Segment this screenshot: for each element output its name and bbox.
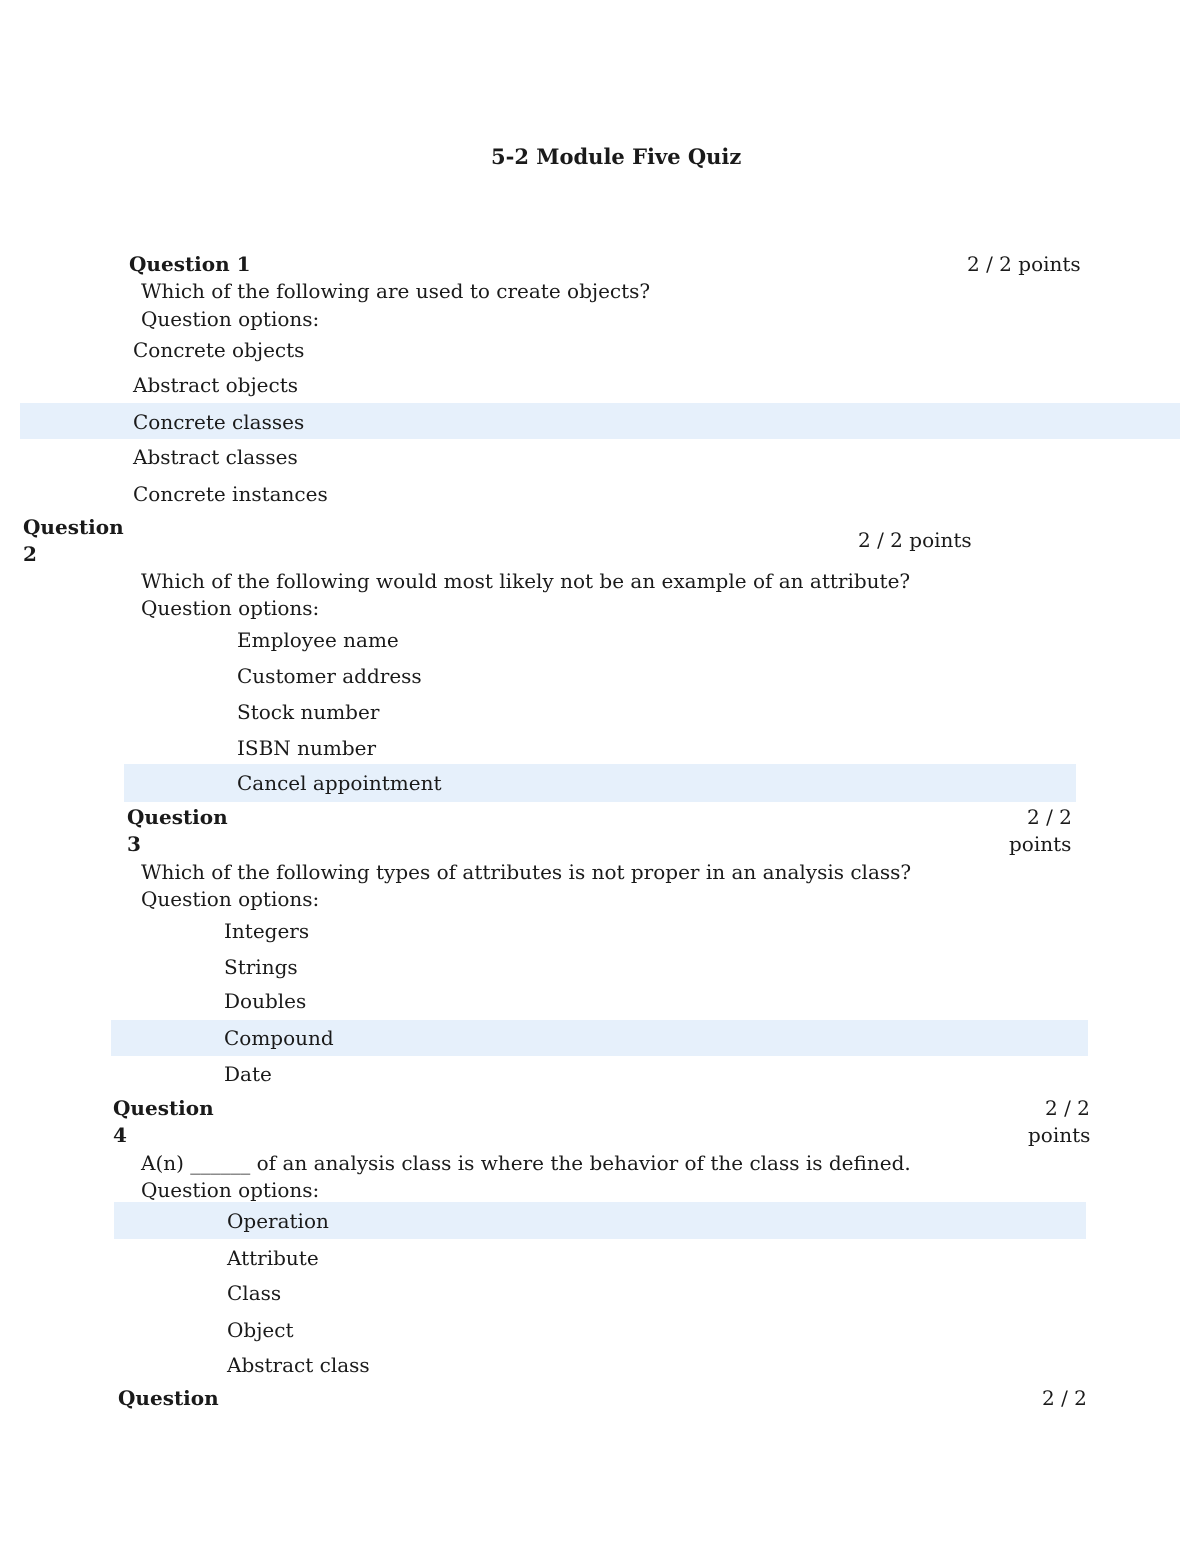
question-3-options-label: Question options: xyxy=(141,887,320,911)
question-2-options-label: Question options: xyxy=(141,596,320,620)
question-5-label-word: Question xyxy=(118,1386,219,1410)
question-2-option-4[interactable]: ISBN number xyxy=(237,736,377,760)
page-title: 5-2 Module Five Quiz xyxy=(491,144,742,169)
question-1-option-2[interactable]: Abstract objects xyxy=(133,373,299,397)
question-1-options-label: Question options: xyxy=(141,307,320,331)
question-4-points-value: 2 / 2 xyxy=(1045,1096,1090,1120)
question-2-prompt: Which of the following would most likely not be an example of an attribute? xyxy=(141,569,911,593)
question-3-option-4[interactable]: Compound xyxy=(224,1026,334,1050)
question-2-label-number: 2 xyxy=(23,542,37,566)
question-4-option-3[interactable]: Class xyxy=(227,1281,282,1305)
question-3-points-unit: points xyxy=(1009,832,1072,856)
question-4-prompt: A(n) ______ of an analysis class is where the behavior of the class is defined. xyxy=(141,1151,911,1175)
question-4-points-unit: points xyxy=(1028,1123,1091,1147)
question-3-option-1[interactable]: Integers xyxy=(224,919,310,943)
question-3-option-3[interactable]: Doubles xyxy=(224,989,307,1013)
question-1-option-4[interactable]: Abstract classes xyxy=(133,445,298,469)
question-4-label-word: Question xyxy=(113,1096,214,1120)
question-3-points-value: 2 / 2 xyxy=(1027,805,1072,829)
question-1-option-5[interactable]: Concrete instances xyxy=(133,482,328,506)
question-3-prompt: Which of the following types of attributes is not proper in an analysis class? xyxy=(141,860,912,884)
question-2-points: 2 / 2 points xyxy=(858,528,972,552)
question-2-option-5[interactable]: Cancel appointment xyxy=(237,771,442,795)
question-3-option-5[interactable]: Date xyxy=(224,1062,272,1086)
question-4-options-label: Question options: xyxy=(141,1178,320,1202)
question-2-option-3[interactable]: Stock number xyxy=(237,700,380,724)
question-3-label-number: 3 xyxy=(127,832,141,856)
question-2-option-1[interactable]: Employee name xyxy=(237,628,399,652)
question-1-points: 2 / 2 points xyxy=(967,252,1081,276)
question-2-label-word: Question xyxy=(23,515,124,539)
question-3-option-2[interactable]: Strings xyxy=(224,955,298,979)
question-4-option-1[interactable]: Operation xyxy=(227,1209,329,1233)
question-2-option-2[interactable]: Customer address xyxy=(237,664,422,688)
question-4-option-2[interactable]: Attribute xyxy=(227,1246,319,1270)
question-4-option-5[interactable]: Abstract class xyxy=(227,1353,370,1377)
question-1-option-3[interactable]: Concrete classes xyxy=(133,410,305,434)
question-4-option-4[interactable]: Object xyxy=(227,1318,294,1342)
question-3-label-word: Question xyxy=(127,805,228,829)
question-1-label: Question 1 xyxy=(129,252,251,276)
question-1-prompt: Which of the following are used to create objects? xyxy=(141,279,651,303)
question-5-points-value: 2 / 2 xyxy=(1042,1386,1087,1410)
question-1-option-1[interactable]: Concrete objects xyxy=(133,338,305,362)
question-4-label-number: 4 xyxy=(113,1123,127,1147)
